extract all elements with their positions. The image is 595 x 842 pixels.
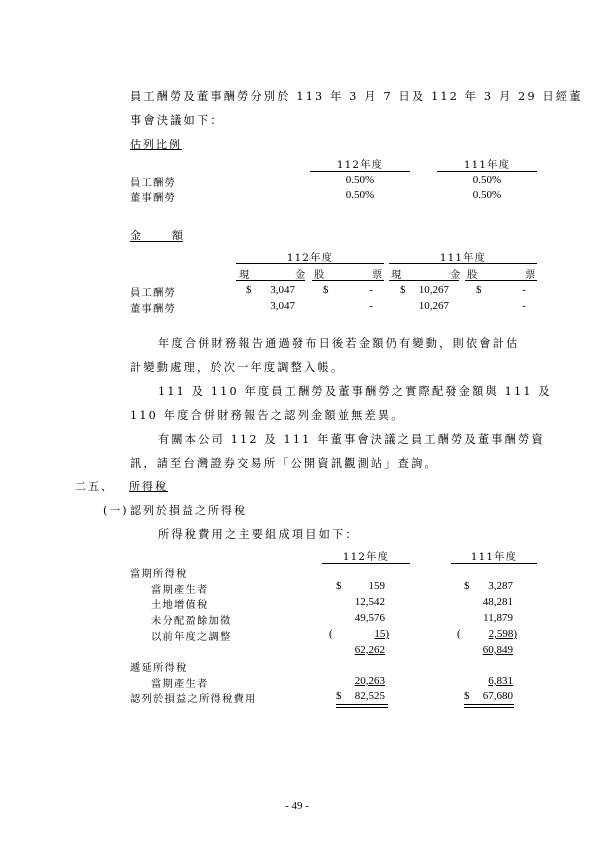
currency-symbol: $ [246,284,252,296]
amount-stock-2023-b: 票 [372,269,384,281]
tax-value: 11,879 [483,612,513,624]
ratio-row-label: 董事酬勞 [130,192,176,204]
amount-rule-2023 [236,263,384,264]
section-title: 所得稅 [129,480,168,493]
tax-col-2023: 112年度 [342,551,390,563]
tax-row-label: 未分配盈餘加徵 [151,615,232,627]
deferred-tax-header: 遞延所得稅 [130,662,188,674]
amount-col-2023: 112年度 [286,252,334,264]
amount-rule-stock-2023 [312,280,384,281]
intro-line-2: 事會決議如下： [130,114,224,127]
total-label: 認列於損益之所得稅費用 [130,693,257,705]
amount-rule-stock-2022 [465,280,537,281]
para4-line-1: 有關本公司 112 及 111 年董事會決議之員工酬勞及董事酬勞資 [158,433,545,446]
deferred-row-label: 當期產生者 [151,678,209,690]
currency-symbol: $ [400,284,406,296]
total-double-rule-2023-bottom [336,707,388,708]
tax-rule-2023 [322,563,410,564]
tax-row-label: 以前年度之調整 [151,631,232,643]
amount-value: 10,267 [418,284,449,296]
amount-value: 3,047 [270,300,295,312]
amount-rule-cash-2022 [389,280,459,281]
para4-line-2: 訊，請至台灣證券交易所「公開資訊觀測站」查詢。 [130,457,438,470]
amount-value: - [522,300,526,312]
tax-subtotal-2023: 62,262 [354,644,385,656]
para2-line-1: 年度合併財務報告通過發布日後若金額仍有變動，則依會計估 [158,337,520,350]
tax-rule-2022 [451,563,537,564]
subsection-title: 認列於損益之所得稅 [130,504,247,517]
tax-value: 49,576 [354,612,385,624]
current-tax-header: 當期所得稅 [130,568,188,580]
section-number: 二五、 [75,480,114,493]
amount-stock-2022-a: 股 [467,269,479,281]
amount-value: 3,047 [270,284,295,296]
amount-cash-2022-a: 現 [391,269,403,281]
currency-symbol: $ [464,580,470,592]
para3-line-1: 111 及 110 年度員工酬勞及董事酬勞之實際配發金額與 111 及 [158,385,552,398]
ratio-heading: 估列比例 [130,138,182,151]
subsection-number: (一) [103,504,129,517]
ratio-row-label: 員工酬勞 [130,177,176,189]
ratio-value: 0.50% [472,189,502,201]
page-number: - 49 - [285,800,309,812]
total-value-2023: 82,525 [354,690,385,702]
amount-rule-cash-2023 [236,280,305,281]
total-double-rule-2022-bottom [464,707,514,708]
amount-row-label: 員工酬勞 [130,287,176,299]
amount-value: 10,267 [418,300,449,312]
amount-heading-b: 額 [172,229,185,242]
paren-open: ( [457,628,461,640]
deferred-value-2023: 20,263 [354,675,385,687]
amount-value: - [522,284,526,296]
amount-stock-2022-b: 票 [525,269,537,281]
amount-cash-2023-a: 現 [239,269,251,281]
amount-rule-2022 [389,263,537,264]
amount-value: - [369,284,373,296]
tax-value: 15) [374,628,389,640]
intro-line-1: 員工酬勞及董事酬勞分別於 113 年 3 月 7 日及 112 年 3 月 29 日經董 [130,90,583,103]
tax-row-label: 當期產生者 [151,584,209,596]
total-value-2022: 67,680 [482,690,513,702]
amount-heading-a: 金 [130,229,143,242]
currency-symbol: $ [323,284,329,296]
ratio-value: 0.50% [345,189,375,201]
para2-line-2: 計變動處理，於次一年度調整入帳。 [130,361,345,374]
ratio-rule-2022 [437,171,537,172]
total-double-rule-2022-top [464,704,514,705]
ratio-rule-2023 [310,171,410,172]
total-double-rule-2023-top [336,704,388,705]
ratio-value: 0.50% [472,174,502,186]
tax-value: 159 [368,580,385,592]
tax-value: 12,542 [354,596,385,608]
tax-value: 48,281 [482,596,513,608]
amount-cash-2023-b: 金 [295,269,307,281]
para3-line-2: 110 年度合併財務報告之認列金額並無差異。 [130,409,405,422]
currency-symbol: $ [464,690,470,702]
tax-value: 3,287 [488,580,513,592]
tax-row-label: 土地增值稅 [151,599,209,611]
amount-stock-2023-a: 股 [314,269,326,281]
currency-symbol: $ [336,690,342,702]
tax-subtotal-2022: 60,849 [482,644,513,656]
tax-col-2022: 111年度 [470,551,518,563]
deferred-value-2022: 6,831 [488,675,513,687]
tax-value: 2,598) [488,628,517,640]
amount-heading-underline [130,241,183,242]
amount-cash-2022-b: 金 [450,269,462,281]
amount-value: - [369,300,373,312]
ratio-col-2022: 111年度 [463,159,511,171]
ratio-col-2023: 112年度 [336,159,384,171]
subsection-intro: 所得稅費用之主要組成項目如下： [158,528,359,541]
currency-symbol: $ [476,284,482,296]
amount-row-label: 董事酬勞 [130,303,176,315]
paren-open: ( [329,628,333,640]
amount-col-2022: 111年度 [439,252,487,264]
ratio-value: 0.50% [345,174,375,186]
currency-symbol: $ [336,580,342,592]
